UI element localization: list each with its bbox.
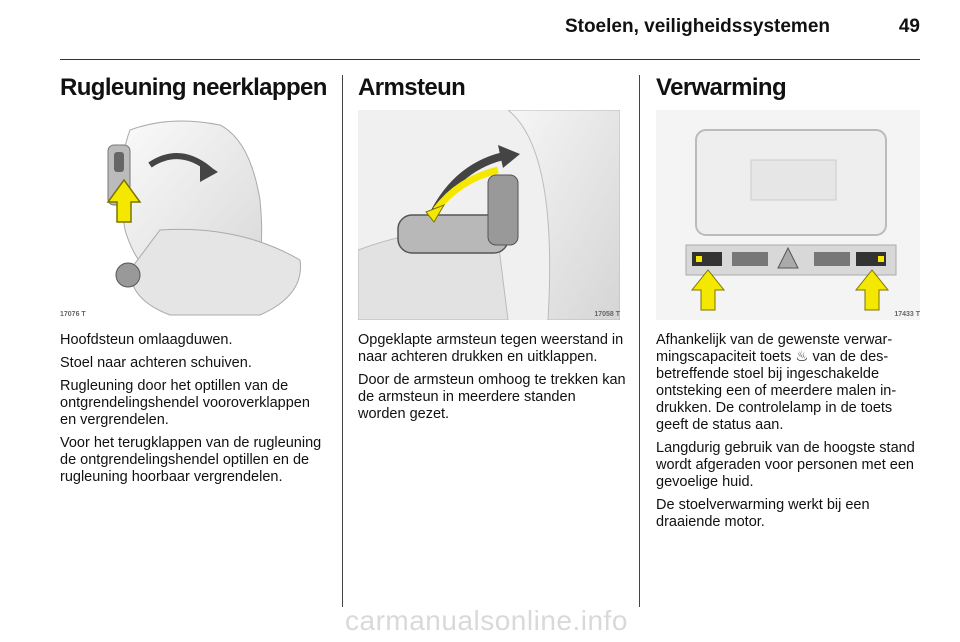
paragraph: Afhankelijk van de gewenste verwarmingscapaciteit toets ♨ van de desbetreffende stoel bij ingeschakelde ontsteking een of meerdere malen indrukken. De controlelamp in de toets geeft de status aan. xyxy=(656,332,897,433)
armrest-text xyxy=(358,332,626,429)
header-rule xyxy=(60,59,920,60)
column-divider xyxy=(639,75,640,607)
seat-backrest-figure xyxy=(60,110,322,320)
paragraph: Voor het terugklappen van de rugleuning de ontgrendelingshendel optillen en de rugleuning hoorbaar vergrendelen. xyxy=(60,435,322,485)
watermark: carmanualsonline.info xyxy=(345,605,628,636)
armrest-illustration xyxy=(358,110,620,320)
page-number: 49 xyxy=(898,16,920,37)
armrest-figure xyxy=(358,110,620,320)
seat-heating-figure xyxy=(656,110,920,320)
figure-code: 17076 T xyxy=(60,311,86,318)
paragraph: De stoelverwarming werkt bij een draaiende motor. xyxy=(656,497,870,530)
section-title-backrest: Rugleuning neerklappen xyxy=(60,74,327,101)
heating-text xyxy=(656,332,924,537)
page-header-title: Stoelen, veiligheidssystemen xyxy=(564,16,830,37)
paragraph: Stoel naar achteren schuiven. xyxy=(60,355,252,371)
paragraph: Hoofdsteun omlaagduwen. xyxy=(60,332,233,348)
section-title-armrest: Armsteun xyxy=(358,74,466,101)
seat-heating-buttons-illustration xyxy=(656,110,920,320)
backrest-text xyxy=(60,332,328,492)
column-divider xyxy=(342,75,343,607)
section-title-heating: Verwarming xyxy=(656,74,787,101)
seat-backrest-fold-illustration xyxy=(60,110,322,320)
paragraph: Door de armsteun omhoog te trekken kan de armsteun in meerdere standen worden gezet. xyxy=(358,372,626,422)
figure-code: 17433 T xyxy=(894,311,920,318)
paragraph: Opgeklapte armsteun tegen weerstand in naar achteren drukken en uitklappen. xyxy=(358,332,624,365)
paragraph: Rugleuning door het optillen van de ontgrendelingshendel vooroverklappen en vergrendelen. xyxy=(60,378,310,428)
figure-code: 17058 T xyxy=(594,311,620,318)
paragraph: Langdurig gebruik van de hoogste stand wordt afgeraden voor personen met een gevoelige huid. xyxy=(656,440,915,490)
